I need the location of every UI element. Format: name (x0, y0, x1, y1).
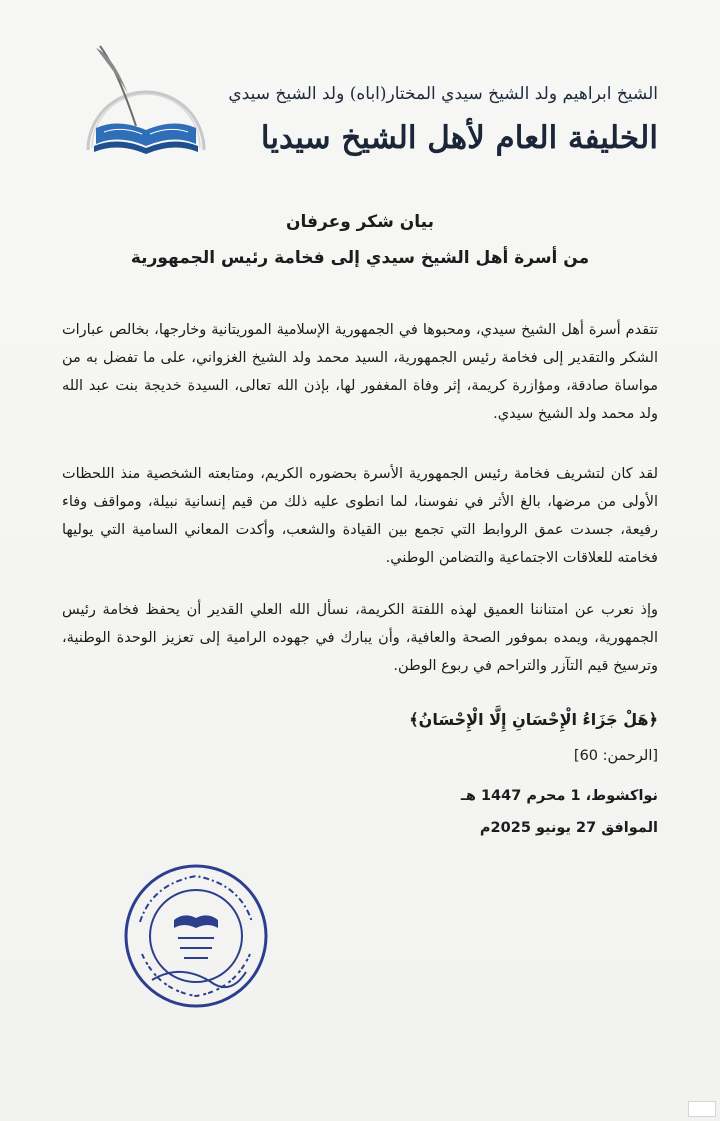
quran-verse: ﴿هَلْ جَزَاءُ الْإِحْسَانِ إِلَّا الْإِحْسَانُ﴾ (409, 710, 658, 729)
caliph-title-header: الخليفة العام لأهل الشيخ سيديا (260, 120, 658, 156)
sheikh-name-header: الشيخ ابراهيم ولد الشيخ سيدي المختار(اباه) ولد الشيخ سيدي (228, 84, 658, 104)
date-hijri: نواكشوط، 1 محرم 1447 هـ (460, 788, 658, 804)
paragraph-prayer: وإذ نعرب عن امتناننا العميق لهذه اللفتة الكريمة، نسأل الله العلي القدير أن يحفظ فخامة رئيس الجمهورية، ويمده بموفور الصحة والعافية، وأن يبارك في جهوده الرامية إلى تعزيز الوحدة الوطنية، وترسيخ قيم التآزر والتراحم في ربوع الوطن. (62, 602, 658, 674)
book-quill-logo-icon (78, 42, 214, 172)
document-subtitle: من أسرة أهل الشيخ سيدي إلى فخامة رئيس الجمهورية (130, 248, 590, 268)
scanner-watermark (688, 1101, 716, 1117)
paragraph-thanks: تتقدم أسرة أهل الشيخ سيدي، ومحبوها في الجمهورية الإسلامية الموريتانية وخارجها، بخالص عبارات الشكر والتقدير إلى فخامة رئيس الجمهورية، السيد محمد ولد الشيخ الغزواني، على ما تفضل به من مواساة صادقة، ومؤازرة كريمة، إثر وفاة المغفور لها، بإذن الله تعالى، السيدة خديجة بنت عبد الله ولد محمد ولد الشيخ سيدي. (62, 322, 658, 422)
document-title: بيان شكر وعرفان (285, 212, 434, 232)
verse-reference: [الرحمن: 60] (573, 748, 658, 764)
date-gregorian: الموافق 27 يونيو 2025م (479, 820, 658, 836)
paragraph-visit: لقد كان لتشريف فخامة رئيس الجمهورية الأسرة بحضوره الكريم، ومتابعته الشخصية منذ اللحظات الأولى من مرضها، بالغ الأثر في نفوسنا، لما انطوى عليه ذلك من قيم إنسانية نبيلة، ومواقف وفاء رفيعة، جسدت عمق الروابط التي تجمع بين القيادة والشعب، وأكدت المعاني السامية التي يوليها فخامته للعلاقات الاجتماعية والتضامن الوطني. (62, 466, 658, 566)
official-seal-icon (122, 862, 270, 1010)
